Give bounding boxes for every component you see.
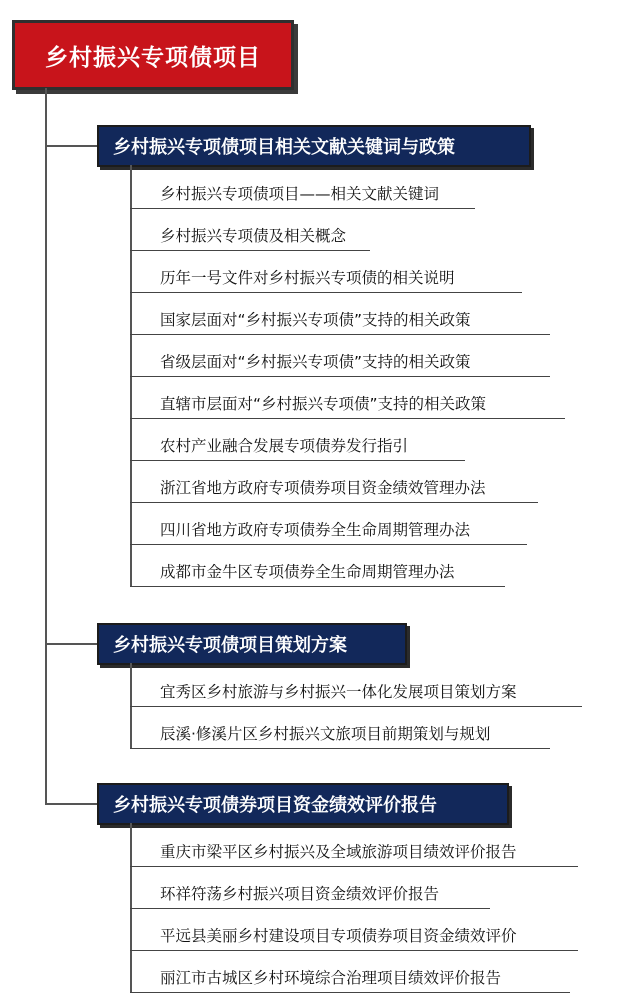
list-item: 省级层面对“乡村振兴专项债”支持的相关政策 [160, 353, 471, 371]
item-underline [130, 866, 578, 867]
list-item: 乡村振兴专项债及相关概念 [160, 227, 347, 245]
trunk-line [45, 88, 47, 804]
list-item: 农村产业融合发展专项债券发行指引 [160, 437, 409, 455]
item-underline [130, 292, 522, 293]
item-underline [130, 748, 550, 749]
item-underline [130, 208, 475, 209]
section-header [97, 125, 531, 167]
list-item: 平远县美丽乡村建设项目专项债券项目资金绩效评价 [160, 927, 517, 945]
item-underline [130, 950, 578, 951]
list-item: 国家层面对“乡村振兴专项债”支持的相关政策 [160, 311, 471, 329]
item-underline [130, 250, 370, 251]
list-item: 重庆市梁平区乡村振兴及全域旅游项目绩效评价报告 [160, 843, 517, 861]
list-item: 成都市金牛区专项债券全生命周期管理办法 [160, 563, 455, 581]
root-label: 乡村振兴专项债项目 [45, 44, 261, 71]
item-underline [130, 908, 490, 909]
section-connector [45, 803, 99, 805]
list-item: 宜秀区乡村旅游与乡村振兴一体化发展项目策划方案 [160, 683, 517, 701]
list-item: 环祥符荡乡村振兴项目资金绩效评价报告 [160, 885, 440, 903]
item-underline [130, 706, 582, 707]
item-underline [130, 376, 550, 377]
section-header [97, 623, 407, 665]
list-item: 历年一号文件对乡村振兴专项债的相关说明 [160, 269, 455, 287]
list-item: 四川省地方政府专项债券全生命周期管理办法 [160, 521, 471, 539]
item-underline [130, 586, 505, 587]
section-connector [45, 643, 99, 645]
item-underline [130, 460, 465, 461]
list-item: 直辖市层面对“乡村振兴专项债”支持的相关政策 [160, 395, 487, 413]
list-item: 辰溪·修溪片区乡村振兴文旅项目前期策划与规划 [160, 725, 491, 743]
root-node [12, 20, 294, 90]
list-item: 乡村振兴专项债项目——相关文献关键词 [160, 185, 440, 203]
item-underline [130, 334, 550, 335]
section-header [97, 783, 509, 825]
section-title: 乡村振兴专项债项目策划方案 [113, 635, 347, 656]
list-item: 浙江省地方政府专项债券项目资金绩效管理办法 [160, 479, 486, 497]
list-item: 丽江市古城区乡村环境综合治理项目绩效评价报告 [160, 969, 502, 987]
section-title: 乡村振兴专项债项目相关文献关键词与政策 [113, 137, 455, 158]
item-underline [130, 544, 527, 545]
section-title: 乡村振兴专项债券项目资金绩效评价报告 [113, 795, 437, 816]
item-underline [130, 418, 565, 419]
item-underline [130, 992, 570, 993]
item-underline [130, 502, 538, 503]
section-connector [45, 145, 99, 147]
